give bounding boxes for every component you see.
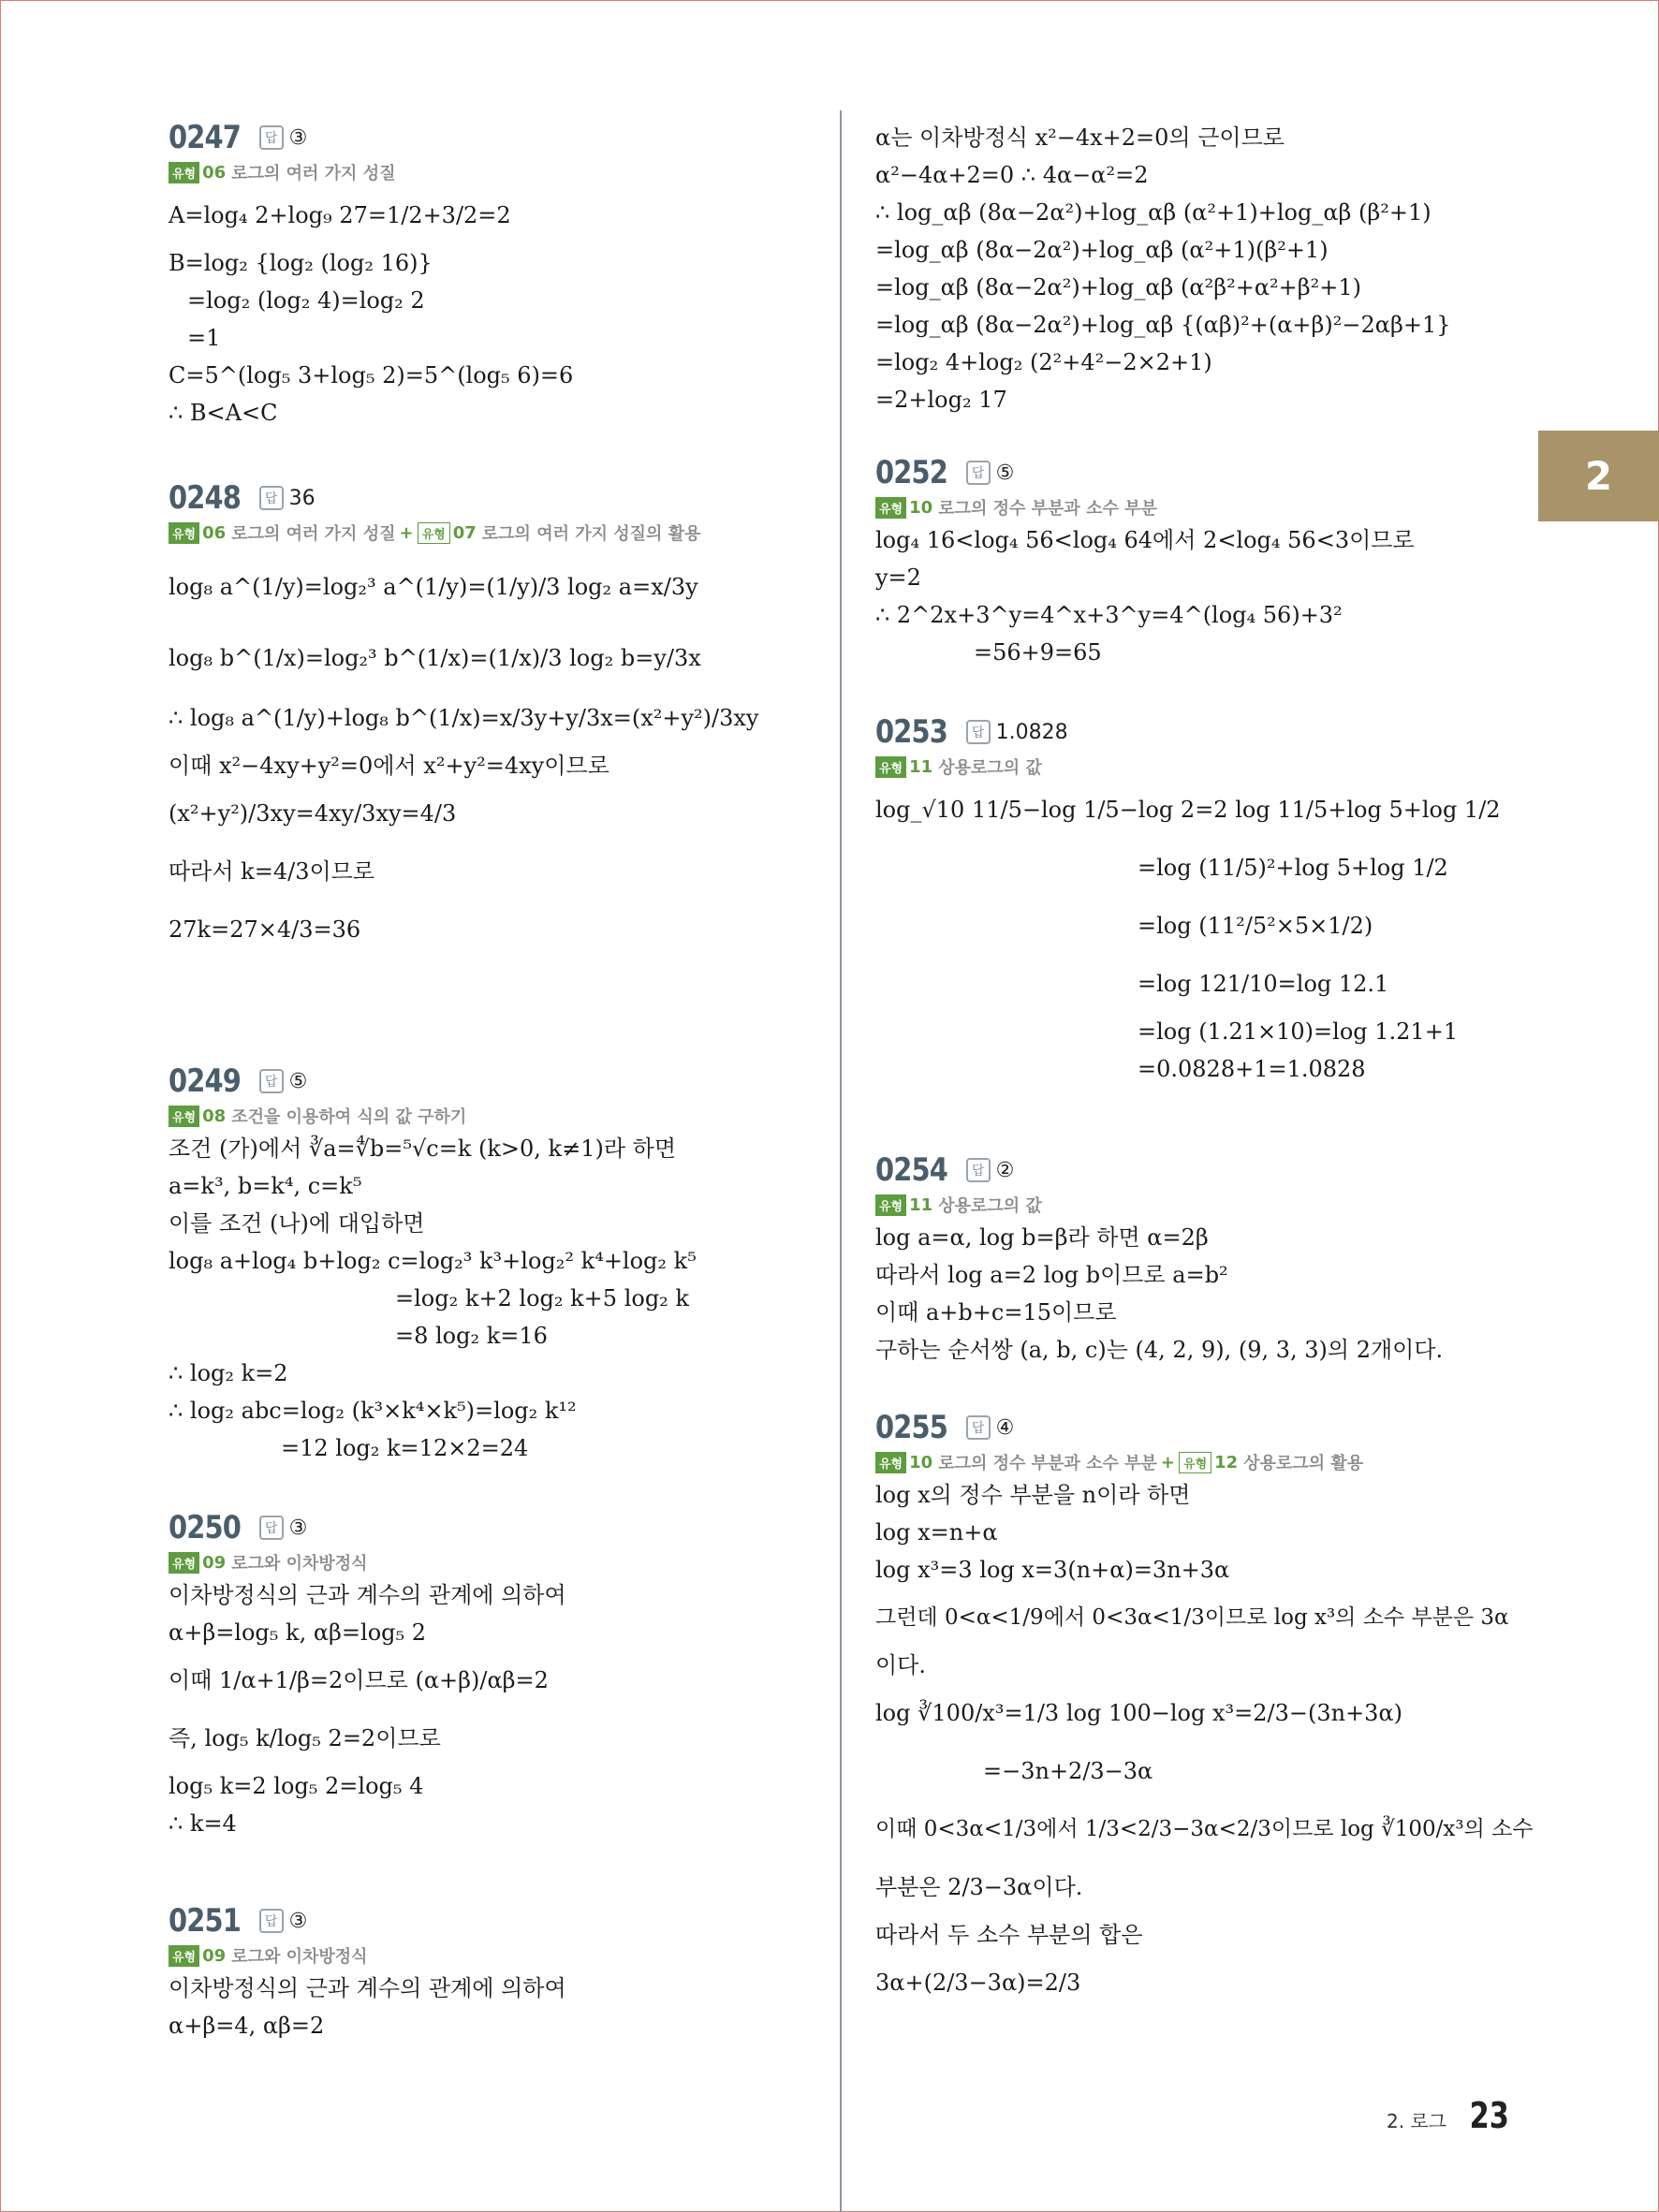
solution-line: ∴ k=4 [169,1810,237,1837]
type-tags: 유형 10 로그의 정수 부분과 소수 부분 + 유형 12 상용로그의 활용 [875,1448,1531,1476]
problem-0251-continued [875,119,1531,418]
solution-line: ∴ 2^2x+3^y=4^x+3^y=4^(log₄ 56)+3² [875,602,1343,628]
solution-line: ∴ log₈ a^(1/y)+log₈ b^(1/x)=x/3y+y/3x=(x²+y²)/3xy [169,705,759,731]
solution-line: 따라서 k=4/3이므로 [169,858,375,885]
solution-line: =1 [187,325,221,351]
solution-line: a=k³, b=k⁴, c=k⁵ [169,1173,362,1199]
answer: 36 [288,486,316,510]
solution-line: ∴ log₂ abc=log₂ (k³×k⁴×k⁵)=log₂ k¹² [169,1398,577,1424]
solution-line: =12 log₂ k=12×2=24 [281,1435,529,1461]
solution-line: log₈ b^(1/x)=log₂³ b^(1/x)=(1/x)/3 log₂ b=y/3x [169,645,701,671]
solution-line: 따라서 두 소수 부분의 합은 [875,1922,1143,1948]
problem-number: 0253 [875,713,948,751]
solution-line: log x=n+α [875,1519,998,1545]
column-divider [840,110,842,2212]
problem-number: 0248 [169,479,242,517]
solution-line: 이때 a+b+c=15이므로 [875,1299,1117,1326]
solution-line: α는 이차방정식 x²−4x+2=0의 근이므로 [875,125,1285,151]
solution [875,781,1531,1088]
page-footer [1387,2095,1509,2136]
solution-line: 따라서 log a=2 log b이므로 a=b² [875,1262,1228,1288]
solution-line: ∴ log_αβ (8α−2α²)+log_αβ (α²+1)+log_αβ (β²+1) [875,199,1431,226]
solution-line: 이를 조건 (나)에 대입하면 [169,1210,425,1237]
answer-mark-icon: 답 [259,125,284,150]
problem-0251 [169,1900,815,2044]
solution-line: C=5^(log₅ 3+log₅ 2)=5^(log₅ 6)=6 [169,362,574,388]
problem-0253 [875,711,1531,1088]
solution-line: 이때 x²−4xy+y²=0에서 x²+y²=4xy이므로 [169,753,609,779]
type-tags: 유형 06 로그의 여러 가지 성질 [169,158,815,186]
solution-line: ∴ log₂ k=2 [169,1360,288,1386]
solution-line: A=log₄ 2+log₉ 27=1/2+3/2=2 [169,202,511,228]
solution [875,119,1531,418]
solution [875,521,1531,671]
answer-mark-icon: 답 [966,461,991,485]
answer-mark-icon: 답 [259,1909,284,1933]
solution [169,186,815,432]
type-tag: 유형 [169,1945,199,1967]
problem-number: 0250 [169,1509,242,1546]
type-tags: 유형 06 로그의 여러 가지 성질 + 유형 07 로그의 여러 가지 성질의 활용 [169,519,815,547]
problem-0255 [875,1407,1534,2012]
solution-line: =−3n+2/3−3α [983,1758,1153,1784]
type-tags: 유형 11 상용로그의 값 [875,1191,1531,1219]
solution-line: =8 log₂ k=16 [395,1323,548,1349]
solution-line: =log_αβ (8α−2α²)+log_αβ (α²β²+α²+β²+1) [875,274,1361,300]
solution-line: =log (1.21×10)=log 1.21+1 [1138,1018,1459,1045]
type-tags: 유형 11 상용로그의 값 [875,753,1531,781]
solution [169,1130,815,1467]
problem-number: 0251 [169,1902,242,1940]
type-tag: 유형 [169,1106,199,1127]
type-tag: 유형 [169,162,199,183]
problem-number: 0252 [875,454,948,491]
problem-0250 [169,1507,815,1842]
solution-line: =log (11²/5²×5×1/2) [1138,913,1373,939]
problem-number: 0254 [875,1151,948,1189]
type-tag: 유형 [875,497,906,519]
type-tags: 유형 09 로그와 이차방정식 [169,1941,815,1970]
solution-line: log₅ k=2 log₅ 2=log₅ 4 [169,1773,424,1799]
solution-line: 부분은 2/3−3α이다. [875,1874,1083,1900]
solution-line: ∴ B<A<C [169,400,278,426]
answer-mark-icon: 답 [259,1516,284,1540]
solution-line: 이다. [875,1652,926,1678]
solution-line: 27k=27×4/3=36 [169,916,361,943]
solution-line: =log (11/5)²+log 5+log 1/2 [1138,855,1448,881]
solution-line: =log₂ k+2 log₂ k+5 log₂ k [395,1285,689,1311]
solution-line: log a=α, log b=β라 하면 α=2β [875,1224,1209,1251]
solution-line: 그런데 0<α<1/9에서 0<3α<1/3이므로 log x³의 소수 부분은 3α [875,1605,1509,1630]
solution-line: 이때 0<3α<1/3에서 1/3<2/3−3α<2/3이므로 log ∛100/x³의 소수 [875,1817,1534,1841]
problem-0247 [169,117,815,432]
solution-line: B=log₂ {log₂ (log₂ 16)} [169,250,433,276]
solution-line: log x³=3 log x=3(n+α)=3n+3α [875,1557,1230,1583]
chapter-label: 2. 로그 [1387,2110,1447,2132]
problem-number: 0255 [875,1409,948,1446]
answer-mark-icon: 답 [966,1158,991,1182]
solution-line: =56+9=65 [974,639,1102,666]
answer: ③ [288,1516,308,1540]
answer: ② [995,1158,1015,1182]
answer: ③ [288,125,308,150]
problem-0249 [169,1061,815,1467]
solution-line: 3α+(2/3−3α)=2/3 [875,1970,1081,1996]
solution [169,1970,815,2044]
solution-line: =log₂ 4+log₂ (2²+4²−2×2+1) [875,349,1212,375]
type-tag: 유형 [875,1452,906,1473]
solution [875,1476,1534,2012]
answer: ⑤ [995,461,1015,485]
type-tag: 유형 [875,756,906,778]
type-tag: 유형 [875,1194,906,1216]
solution-line: 이차방정식의 근과 계수의 관계에 의하여 [169,1582,566,1608]
solution-line: =log 121/10=log 12.1 [1138,971,1389,997]
solution-line: 이차방정식의 근과 계수의 관계에 의하여 [169,1975,566,2001]
answer: ⑤ [288,1069,308,1093]
solution-line: =2+log₂ 17 [875,387,1007,413]
type-tags: 유형 10 로그의 정수 부분과 소수 부분 [875,493,1531,521]
answer-mark-icon: 답 [259,486,284,510]
solution-line: =log₂ (log₂ 4)=log₂ 2 [187,287,425,314]
solution-line: y=2 [875,564,921,591]
problem-0248 [169,477,815,959]
type-tag: 유형 [418,522,450,544]
solution [169,1576,815,1842]
answer: ④ [995,1415,1015,1440]
problem-0252 [875,452,1531,671]
answer: 1.0828 [995,720,1068,744]
solution-line: 즉, log₅ k/log₅ 2=2이므로 [169,1725,441,1751]
problem-number: 0247 [169,119,242,156]
solution-line: (x²+y²)/3xy=4xy/3xy=4/3 [169,800,457,827]
solution-line: α²−4α+2=0 ∴ 4α−α²=2 [875,162,1149,188]
solution-line: 구하는 순서쌍 (a, b, c)는 (4, 2, 9), (9, 3, 3)의 2개이다. [875,1337,1444,1363]
answer-mark-icon: 답 [966,720,991,744]
solution [875,1219,1531,1369]
problem-number: 0249 [169,1062,242,1100]
solution-line: log₄ 16<log₄ 56<log₄ 64에서 2<log₄ 56<3이므로 [875,527,1415,553]
type-tags: 유형 09 로그와 이차방정식 [169,1548,815,1576]
solution-line: log_√10 11/5−log 1/5−log 2=2 log 11/5+log 5+log 1/2 [875,797,1501,823]
type-tag: 유형 [1179,1452,1211,1473]
answer-mark-icon: 답 [966,1415,991,1440]
solution-line: 조건 (가)에서 ∛a=∜b=⁵√c=k (k>0, k≠1)라 하면 [169,1135,677,1162]
type-tags: 유형 08 조건을 이용하여 식의 값 구하기 [169,1102,815,1130]
solution-line: log ∛100/x³=1/3 log 100−log x³=2/3−(3n+3α) [875,1700,1403,1726]
type-tag: 유형 [169,522,199,544]
type-tag: 유형 [169,1552,199,1574]
solution-line: log₈ a+log₄ b+log₂ c=log₂³ k³+log₂² k⁴+log₂ k⁵ [169,1248,697,1274]
solution-line: =log_αβ (8α−2α²)+log_αβ {(αβ)²+(α+β)²−2αβ+1} [875,312,1451,338]
solution-line: =0.0828+1=1.0828 [1138,1056,1366,1082]
answer: ③ [288,1909,308,1933]
solution-line: α+β=log₅ k, αβ=log₅ 2 [169,1619,427,1646]
solution [169,547,815,959]
page-number: 23 [1469,2095,1509,2136]
chapter-side-tab: 2 [1538,431,1659,521]
solution-line: α+β=4, αβ=2 [169,2013,325,2039]
solution-line: log₈ a^(1/y)=log₂³ a^(1/y)=(1/y)/3 log₂ a=x/3y [169,574,698,600]
solution-line: log x의 정수 부분을 n이라 하면 [875,1482,1191,1508]
answer-mark-icon: 답 [259,1069,284,1093]
problem-0254 [875,1150,1531,1369]
solution-line: =log_αβ (8α−2α²)+log_αβ (α²+1)(β²+1) [875,237,1329,263]
solution-line: 이때 1/α+1/β=2이므로 (α+β)/αβ=2 [169,1667,549,1693]
